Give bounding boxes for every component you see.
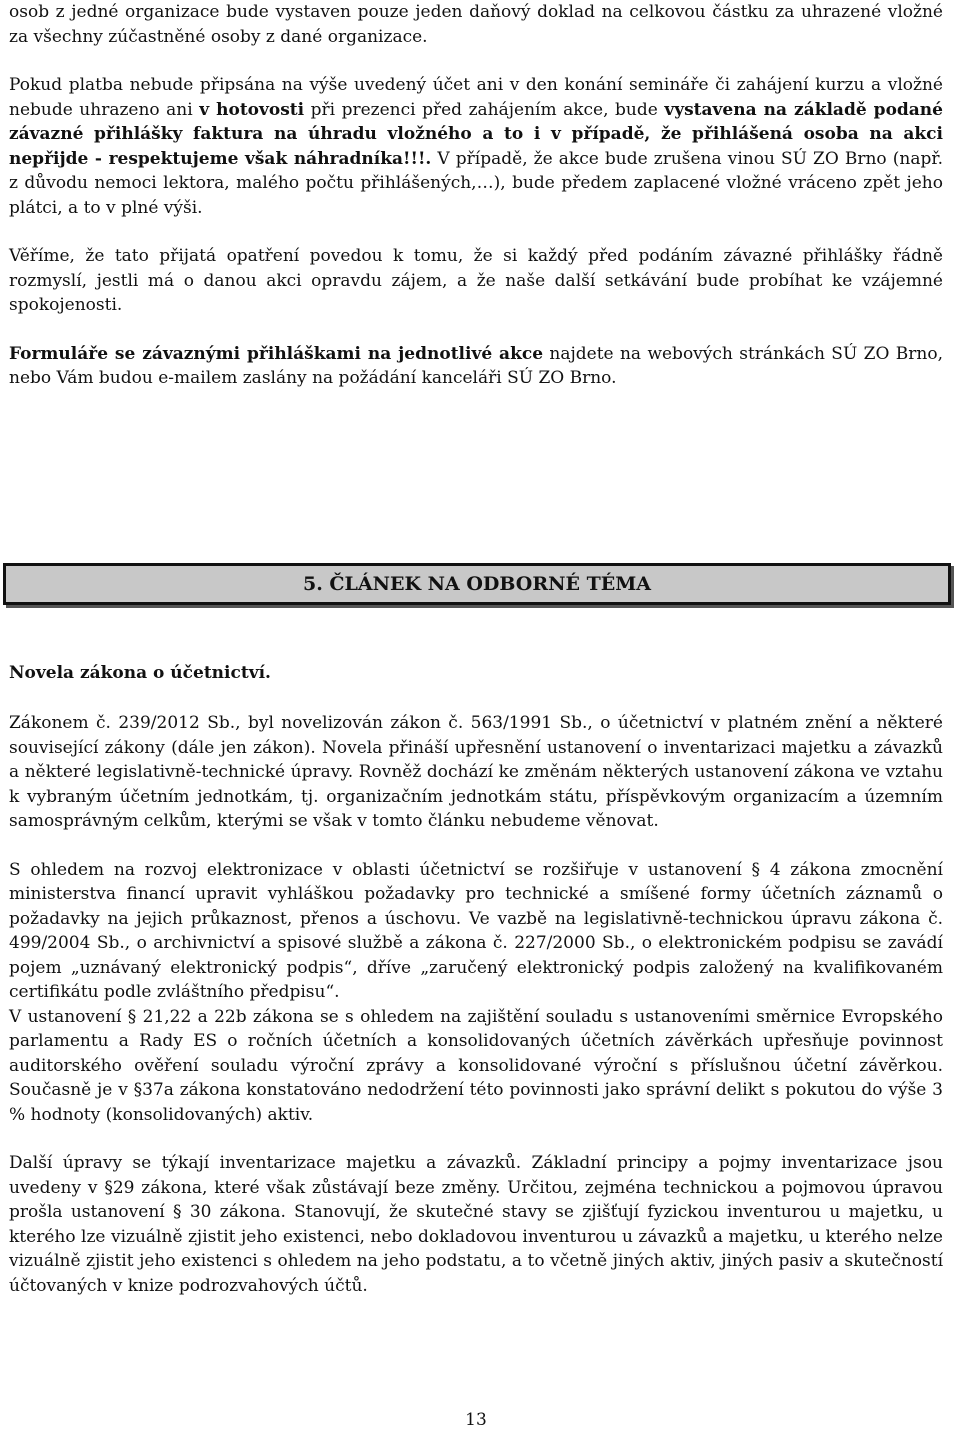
article-paragraph-3: V ustanovení § 21,22 a 22b zákona se s ohledem na zajištění souladu s ustanoveními směrnice Evropského parlamentu a Rady ES o ročních účetních a konsolidovaných účetních závěrkách upřesňuje povinnost auditorského ověření souladu výroční zprávy a konsolidované výroční s příslušnou účetní závěrkou. Současně je v §37a zákona konstatováno nedodržení této povinnosti jako správní delikt s pokutou do výše 3 % hodnoty (konsolidovaných) aktiv. [9, 1006, 943, 1125]
section-heading-bar: 5. ČLÁNEK NA ODBORNÉ TÉMA [3, 563, 951, 605]
paragraph-expectation: Věříme, že tato přijatá opatření povedou k tomu, že si každý před podáním závazné přihlášky řádně rozmyslí, jestli má o danou akci opravdu zájem, a že naše další setkávání bude probíhat ke vzájemné spokojenosti. [9, 246, 943, 315]
intro-text [9, 0, 943, 391]
payment-terms-refund: V případě, že akce bude zrušena vinou SÚ ZO Brno (např. z důvodu nemoci lektora, malého počtu přihlášených,…), bude předem zaplacené vložné vráceno zpět jeho plátci, a to v plné výši. [9, 148, 944, 218]
payment-terms-invoice-notice: vystavena na základě podané závazné přihlášky faktura na úhradu vložného a to i v případě, že přihlášená osoba na akci nepřijde - respektujeme však náhradníka!!!. [9, 99, 943, 169]
page-number: 13 [465, 1410, 487, 1430]
forms-rest: najdete na webových stránkách SÚ ZO Brno, nebo Vám budou e-mailem zaslány na požádání kanceláři SÚ ZO Brno. [9, 343, 943, 388]
paragraph-vat-invoice: osob z jedné organizace bude vystaven pouze jeden daňový doklad na celkovou částku za uhrazené vložné za všechny zúčastněné osoby z dané organizace. [9, 2, 943, 47]
article-paragraph-1: Zákonem č. 239/2012 Sb., byl novelizován zákon č. 563/1991 Sb., o účetnictví v platném znění a některé související zákony (dále jen zákon). Novela přináší upřesnění ustanovení o inventarizaci majetku a závazků a některé legislativně-technické úpravy. Rovněž dochází ke změnám některých ustanovení zákona ve vztahu k vybraným účetním jednotkám, tj. organizačním jednotkám státu, příspěvkovým organizacím a územním samosprávným celkům, kterými se však v tomto článku nebudeme věnovat. [9, 713, 943, 831]
paragraph-forms [9, 342, 943, 391]
article-paragraph-4: Další úpravy se týkají inventarizace majetku a závazků. Základní principy a pojmy inventarizace jsou uvedeny v §29 zákona, které však zůstávají beze změny. Určitou, zejména technickou a pojmovou úpravou prošla ustanovení § 30 zákona. Stanovují, že skutečné stavy se zjišťují fyzickou inventurou u majetku, u kterého lze vizuálně zjistit jeho existenci, nebo dokladovou inventurou u závazků a majetku, u kterého nelze vizuálně zjistit jeho existenci s ohledem na jeho podstatu, a to včetně jiných aktiv, jiných pasiv a skutečností účtovaných v knize podrozvahových účtů. [9, 1153, 943, 1296]
payment-terms-text-1: Pokud platba nebude připsána na výše uvedený účet ani v den konání semináře či zahájení kurzu a vložné nebude uhrazeno ani [9, 75, 943, 120]
forms-bold: Formuláře se závaznými přihláškami na jednotlivé akce [9, 343, 544, 364]
article-body [9, 711, 943, 1298]
paragraph-payment-terms [9, 73, 943, 220]
article-title: Novela zákona o účetnictví. [9, 663, 271, 683]
article-paragraph-2: S ohledem na rozvoj elektronizace v oblasti účetnictví se rozšiřuje v ustanovení § 4 zákona zmocnění ministerstva financí upravit vyhláškou požadavky pro technické a smíšené formy účetních záznamů o požadavky na jejich průkaznost, přenos a úschovu. Ve vazbě na legislativně-technickou úpravu zákona č. 499/2004 Sb., o archivnictví a spisové službě a zákona č. 227/2000 Sb., o elektronickém podpisu se zavádí pojem „uznávaný elektronický podpis“, dříve „zaručený elektronický podpis založený na kvalifikovaném certifikátu podle zvláštního předpisu“. [9, 859, 943, 1002]
payment-terms-text-2: při prezenci před zahájením akce, bude [304, 99, 665, 120]
payment-terms-cash: v hotovosti [199, 99, 305, 120]
